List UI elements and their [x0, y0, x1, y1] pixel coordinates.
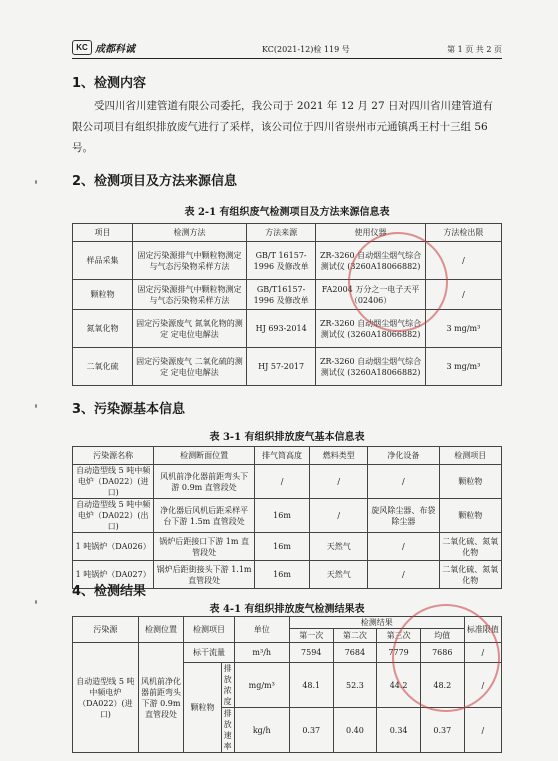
table-cell: 16m — [254, 499, 309, 533]
table-cell: 0.37 — [420, 708, 464, 753]
col-header: 检测断面位置 — [154, 447, 255, 465]
table-row — [73, 643, 502, 663]
table-cell: / — [425, 280, 501, 310]
scan-mark — [35, 600, 37, 604]
table-cell: 样品采集 — [73, 242, 133, 280]
col-header: 检测结果 — [289, 617, 464, 629]
table-cell: 44.2 — [377, 663, 421, 708]
page-header — [72, 38, 502, 59]
table-cell: m³/h — [234, 643, 289, 663]
col-header: 检测项目 — [439, 447, 501, 465]
table-cell: / — [368, 561, 439, 589]
table-cell: GB/T 16157-1996 及修改单 — [246, 242, 315, 280]
scan-mark — [35, 404, 37, 408]
table-cell: HJ 693-2014 — [246, 310, 315, 348]
table-cell: 固定污染源排气中颗粒物测定与气态污染物采样方法 — [132, 242, 246, 280]
col-header: 方法来源 — [246, 224, 315, 242]
table-cell: 0.37 — [289, 708, 333, 753]
col-header: 第三次 — [377, 629, 421, 643]
table-cell: / — [464, 663, 501, 708]
table-cell: 锅炉后距街接头下游 1.1m 直管段处 — [154, 561, 255, 589]
table-cell: / — [464, 643, 501, 663]
table-cell: 52.3 — [333, 663, 377, 708]
table-cell: 0.34 — [377, 708, 421, 753]
page-indicator: 第 1 页 共 2 页 — [447, 45, 502, 54]
table-cell: 固定污染源排气中颗粒物测定与气态污染物采样方法 — [132, 280, 246, 310]
table-cell: 自动造型线 5 吨中频电炉（DA022）(出口) — [73, 499, 154, 533]
col-header: 标准限值 — [464, 617, 501, 643]
table-cell: / — [425, 242, 501, 280]
table-cell: 1 吨锅炉（DA027） — [73, 561, 154, 589]
col-header: 排气筒高度 — [254, 447, 309, 465]
table-cell: 7594 — [289, 643, 333, 663]
col-header: 净化设备 — [368, 447, 439, 465]
table-cell: / — [310, 465, 368, 499]
table-cell: 1 吨锅炉（DA026） — [73, 533, 154, 561]
source-info-table — [72, 446, 502, 589]
table-cell: 二氧化硫、氮氧化物 — [439, 561, 501, 589]
document-number: KC(2021-12)检 119 号 — [262, 45, 350, 54]
logo-mark: KC — [72, 40, 92, 55]
param-group-cell: 颗粒物 — [184, 663, 221, 753]
table-cell: 0.40 — [333, 708, 377, 753]
table-row — [73, 280, 502, 310]
table-cell: 氮氧化物 — [73, 310, 133, 348]
table-cell: GB/T16157-1996 及修改单 — [246, 280, 315, 310]
table-cell: / — [368, 533, 439, 561]
col-header: 项目 — [73, 224, 133, 242]
table-row — [73, 348, 502, 386]
col-header: 检测方法 — [132, 224, 246, 242]
table-cell: 7686 — [420, 643, 464, 663]
section-1-title: 1、检测内容 — [72, 76, 147, 91]
table-cell: 7779 — [377, 643, 421, 663]
table-cell: 天然气 — [310, 561, 368, 589]
table-cell: 排放浓度 — [221, 663, 234, 708]
table-4-1-title: 表 4-1 有组织排放废气检测结果表 — [209, 604, 365, 615]
position-cell: 风机前净化器前距弯头下游 0.9m 直管段处 — [138, 643, 184, 753]
table-cell: 天然气 — [310, 533, 368, 561]
col-header: 检测项目 — [184, 617, 234, 643]
scan-mark — [35, 180, 37, 184]
table-cell: 固定污染源废气 氮氧化物的测定 定电位电解法 — [132, 310, 246, 348]
source-cell: 自动造型线 5 吨中频电炉（DA022）(进口) — [73, 643, 139, 753]
section-2-title: 2、检测项目及方法来源信息 — [72, 174, 238, 189]
method-table — [72, 223, 502, 386]
section-1-body: 受四川省川建管道有限公司委托，我公司于 2021 年 12 月 27 日对四川省川建管道有限公司项目有组织排放废气进行了采样，该公司位于四川省崇州市元通镇禹王村十三组 56 号。 — [72, 100, 493, 154]
table-cell: 3 mg/m³ — [425, 310, 501, 348]
table-cell: 7684 — [333, 643, 377, 663]
table-cell: 标干流量 — [184, 643, 234, 663]
col-header: 方法检出限 — [425, 224, 501, 242]
col-header: 污染源名称 — [73, 447, 154, 465]
col-header: 污染源 — [73, 617, 139, 643]
table-cell: mg/m³ — [234, 663, 289, 708]
table-row — [73, 242, 502, 280]
col-header: 检测位置 — [138, 617, 184, 643]
table-row — [73, 465, 502, 499]
table-cell: 颗粒物 — [439, 499, 501, 533]
table-row — [73, 310, 502, 348]
col-header: 均值 — [420, 629, 464, 643]
table-cell: 48.1 — [289, 663, 333, 708]
table-cell: 排放速率 — [221, 708, 234, 753]
table-cell: 旋风除尘器、布袋除尘器 — [368, 499, 439, 533]
table-cell: 净化器后风机后距采样平台下游 1.5m 直管段处 — [154, 499, 255, 533]
table-cell: FA2004 万分之一电子天平（02406） — [316, 280, 426, 310]
table-cell: 颗粒物 — [73, 280, 133, 310]
table-cell: 颗粒物 — [439, 465, 501, 499]
table-row — [73, 533, 502, 561]
results-table — [72, 616, 502, 753]
table-cell: 3 mg/m³ — [425, 348, 501, 386]
col-header: 燃料类型 — [310, 447, 368, 465]
section-4-title: 4、检测结果 — [72, 584, 147, 599]
table-cell: 16m — [254, 561, 309, 589]
table-cell: ZR-3260 自动烟尘烟气综合测试仪 (3260A18066882) — [316, 348, 426, 386]
table-2-1-title: 表 2-1 有组织废气检测项目及方法来源信息表 — [184, 207, 390, 218]
company-logo — [72, 40, 135, 55]
col-header: 单位 — [234, 617, 289, 643]
section-3-title: 3、污染源基本信息 — [72, 402, 186, 417]
table-cell: ZR-3260 自动烟尘烟气综合测试仪 (3260A18066882) — [316, 310, 426, 348]
table-cell: 二氧化硫 — [73, 348, 133, 386]
table-cell: / — [254, 465, 309, 499]
table-cell: 固定污染源废气 二氧化硫的测定 定电位电解法 — [132, 348, 246, 386]
col-header: 使用仪器 — [316, 224, 426, 242]
table-row — [73, 499, 502, 533]
table-cell: HJ 57-2017 — [246, 348, 315, 386]
table-cell: 锅炉后距接口下游 1m 直管段处 — [154, 533, 255, 561]
table-3-1-title: 表 3-1 有组织排放废气基本信息表 — [209, 432, 365, 443]
table-cell: / — [368, 465, 439, 499]
col-header: 第二次 — [333, 629, 377, 643]
table-cell: ZR-3260 自动烟尘烟气综合测试仪 (3260A18066882) — [316, 242, 426, 280]
table-cell: / — [310, 499, 368, 533]
table-cell: / — [464, 708, 501, 753]
table-cell: 自动造型线 5 吨中频电炉（DA022）(进口) — [73, 465, 154, 499]
company-name: 成都科诚 — [95, 44, 135, 55]
col-header: 第一次 — [289, 629, 333, 643]
table-cell: 16m — [254, 533, 309, 561]
table-cell: kg/h — [234, 708, 289, 753]
table-cell: 风机前净化器前距弯头下游 0.9m 直管段处 — [154, 465, 255, 499]
table-cell: 48.2 — [420, 663, 464, 708]
table-cell: 二氧化硫、氮氧化物 — [439, 533, 501, 561]
